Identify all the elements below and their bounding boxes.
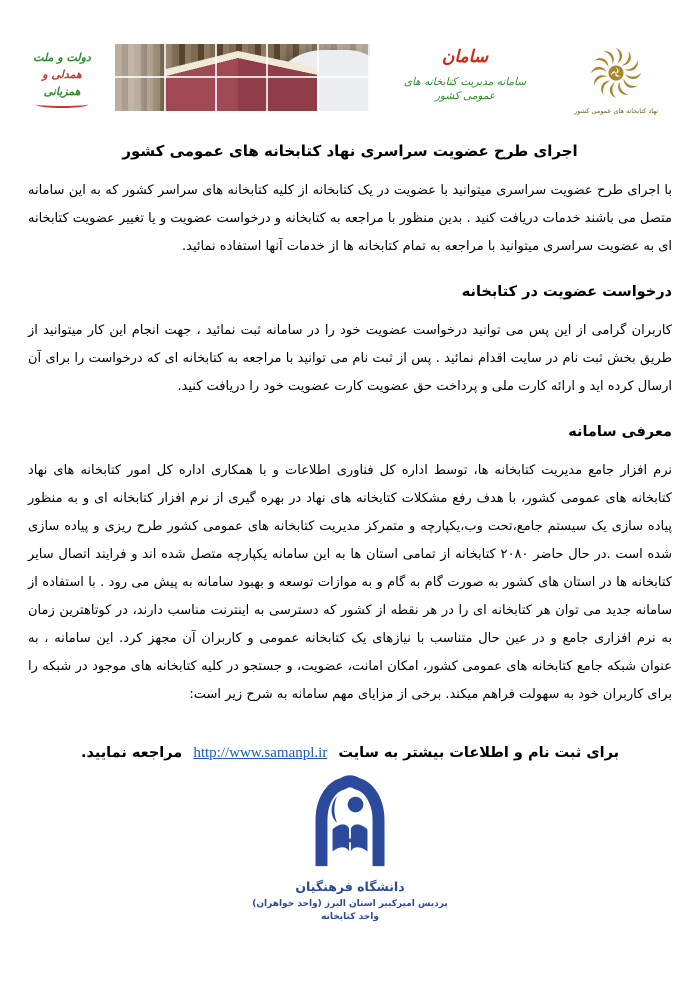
library-unit: واحد کتابخانه	[321, 912, 379, 922]
system-intro-heading: معرفی سامانه	[568, 424, 672, 440]
cta-suffix: مراجعه نمایید.	[80, 745, 183, 761]
saman-logo	[389, 44, 541, 103]
library-photo	[115, 44, 370, 111]
slogan-line2: همدلی و	[42, 68, 82, 82]
public-libraries-foundation-block	[560, 44, 672, 115]
samanpl-link[interactable]: http://www.samanpl.ir	[193, 745, 328, 761]
farhangian-university-logo	[304, 774, 396, 870]
saman-subtitle: سامانه مدیریت کتابخانه های عمومی کشور	[403, 76, 527, 102]
slogan-line1: دولت و ملت	[33, 51, 91, 64]
foundation-caption: نهاد کتابخانه های عمومی کشور	[573, 107, 659, 115]
letterhead	[0, 0, 700, 118]
registration-cta	[28, 745, 672, 762]
about-paragraph: نرم افزار جامع مدیریت کتابخانه ها، توسط اداره کل فناوری اطلاعات و با همکاری اداره کل امور کتابخانه های نهاد کتابخانه های عمومی کشور، با هدف رفع مشکلات کتابخانه های نهاد در بهره گیری از نرم افزار کتابخانه ای و به منظور پیاده سازی یک سیستم جامع،تحت وب،یکپارچه و متمرکز مدیریت کتابخانه های عمومی کشور طرح ریزی و پیاده سازی شده است .در حال حاضر ۲۰۸۰ کتابخانه از تمامی استان ها به این سامانه یکپارچه متصل شده اند و فرایند اتصال سایر کتابخانه ها در استان های کشور به صورت گام به گام و به موازات توسعه و بهبود سامانه به پیش می رود . با استفاده از سامانه جدید می توان هر کتابخانه ای را در هر نقطه از کشور که دسترسی به اینترنت مناسب دارند، در کوتاهترین زمان به نرم افزاری جامع و در عین حال متناسب با نیازهای یک کتابخانه عمومی و کاربران آن مجهز کرد. این سامانه ، به عنوان شبکه جامع کتابخانه های عمومی کشور، امکان امانت، عضویت، و جستجو در کلیه کتابخانه های موجود در شبکه را برای کاربران خود به سهولت فراهم میکند. برخی از مزایای مهم سامانه به شرح زیر است:	[28, 463, 673, 702]
slogan-underline-swoosh	[36, 101, 88, 108]
document-body	[0, 142, 700, 922]
photo-grid-overlay	[115, 44, 370, 111]
year-slogan-calligraphy	[28, 44, 96, 108]
request-membership-heading: درخواست عضویت در کتابخانه	[461, 284, 672, 300]
request-paragraph: کاربران گرامی از این پس می توانید درخواست عضویت خود را در سامانه ثبت نمائید ، جهت انجام این کار میتوانید از طریق بخش ثبت نام در سایت اقدام نمائید . پس از ثبت نام می توانید با مراجعه به کتابخانه ای که درخواست را برای آن ارسال کرده اید و ارائه کارت ملی و پرداخت حق عضویت کارت عضویت خود را دریافت کنید.	[28, 323, 672, 394]
saman-name: سامان	[441, 47, 489, 67]
university-footer	[28, 774, 672, 922]
cta-prefix: برای ثبت نام و اطلاعات بیشتر به سایت	[338, 745, 620, 761]
intro-paragraph: با اجرای طرح عضویت سراسری میتوانید با عضویت در یک کتابخانه از کلیه کتابخانه های سراسر کشور که به این سامانه متصل می باشند خدمات دریافت کنید . بدین منظور با مراجعه به کتابخانه و درخواست عضویت و یا تغییر عضویت کتابخانه ای به عضویت سراسری میتوانید با مراجعه به تمام کتابخانه ها از خدمات آنها استفاده نمائید.	[28, 183, 672, 254]
campus-name: پردیس امیرکبیر استان البرز (واحد خواهران)	[252, 899, 448, 909]
slogan-line3: همزبانی	[43, 85, 81, 99]
public-libraries-foundation-logo	[585, 44, 647, 102]
university-name: دانشگاه فرهنگیان	[295, 879, 405, 894]
page-title: اجرای طرح عضویت سراسری نهاد کتابخانه های عمومی کشور	[122, 142, 578, 160]
